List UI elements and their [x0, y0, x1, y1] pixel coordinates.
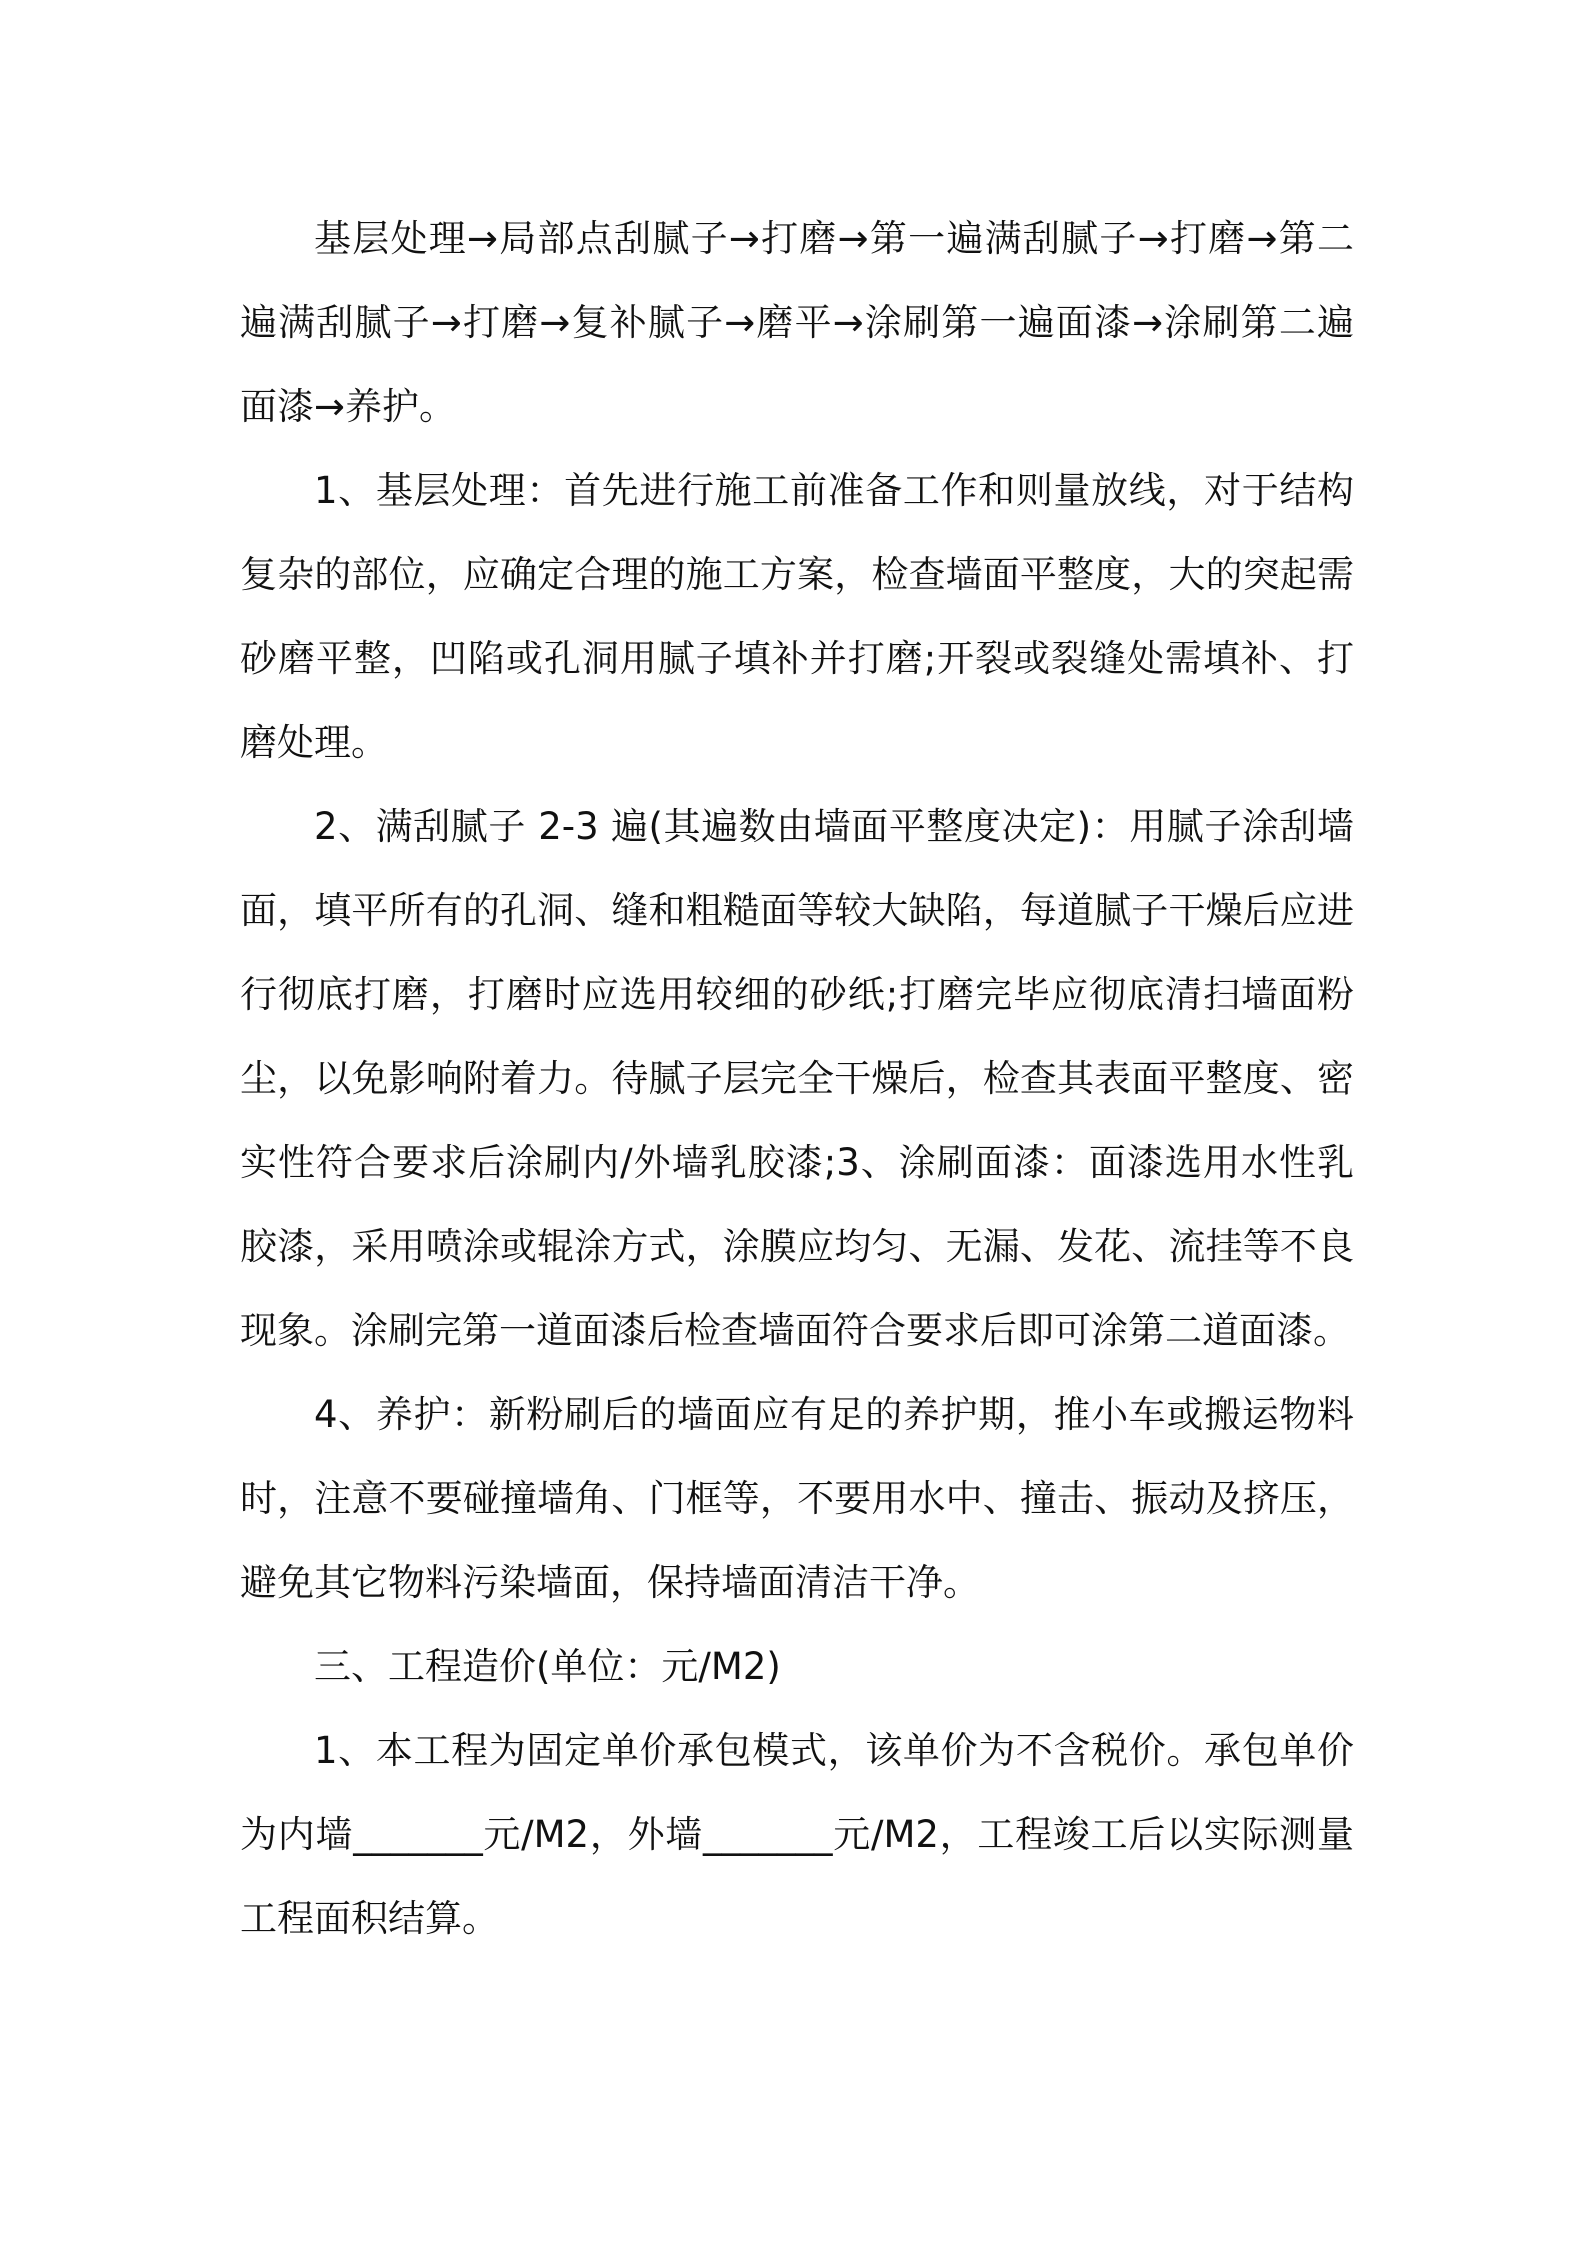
- paragraph-base-treatment: 1、基层处理：首先进行施工前准备工作和则量放线，对于结构复杂的部位，应确定合理的施工方案，检查墙面平整度，大的突起需砂磨平整，凹陷或孔洞用腻子填补并打磨;开裂或裂缝处需填补、打磨处理。: [240, 469, 1354, 764]
- paragraph-putty-and-paint: 2、满刮腻子 2-3 遍(其遍数由墙面平整度决定)：用腻子涂刮墙面，填平所有的孔洞、缝和粗糙面等较大缺陷，每道腻子干燥后应进行彻底打磨，打磨时应选用较细的砂纸;打磨完毕应彻底清扫墙面粉尘，以免影响附着力。待腻子层完全干燥后，检查其表面平整度、密实性符合要求后涂刷内/外墙乳胶漆;3、涂刷面漆：面漆选用水性乳胶漆，采用喷涂或辊涂方式，涂膜应均匀、无漏、发花、流挂等不良现象。涂刷完第一道面漆后检查墙面符合要求后即可涂第二道面漆。: [240, 805, 1354, 1352]
- document-body: [240, 197, 1354, 1961]
- section-heading-cost: 三、工程造价(单位：元/M2): [314, 1645, 781, 1688]
- paragraph-curing: 4、养护：新粉刷后的墙面应有足的养护期，推小车或搬运物料时，注意不要碰撞墙角、门框等，不要用水中、撞击、振动及挤压，避免其它物料污染墙面，保持墙面清洁干净。: [240, 1393, 1354, 1604]
- paragraph-unit-price: 1、本工程为固定单价承包模式，该单价为不含税价。承包单价为内墙_______元/M2，外墙_______元/M2，工程竣工后以实际测量工程面积结算。: [240, 1729, 1354, 1940]
- paragraph-process-flow: 基层处理→局部点刮腻子→打磨→第一遍满刮腻子→打磨→第二遍满刮腻子→打磨→复补腻子→磨平→涂刷第一遍面漆→涂刷第二遍面漆→养护。: [240, 217, 1354, 428]
